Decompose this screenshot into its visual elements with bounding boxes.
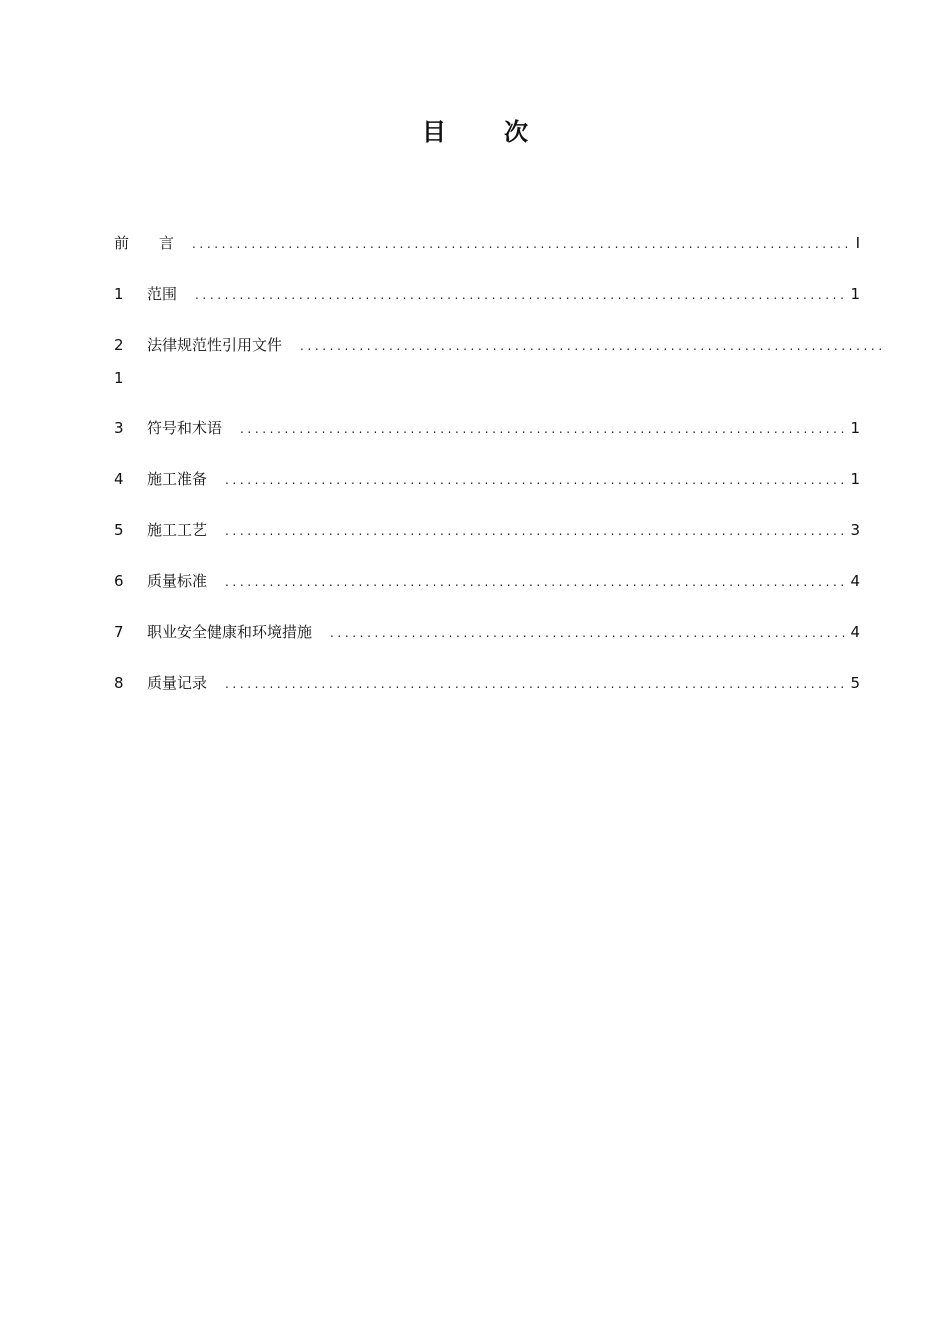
page-title [0,116,950,148]
toc-entry-6[interactable] [114,570,860,592]
toc-entry-label: 范围 [147,285,178,303]
toc-leader-dots [225,469,846,491]
toc-entry-page: 1 [850,470,860,488]
toc-entry-preface[interactable] [114,232,860,254]
toc-entry-page: 1 [850,285,860,303]
title-char-2: 次 [504,118,528,146]
toc-entry-page: 4 [850,623,860,641]
title-char-1: 目 [422,118,446,146]
toc-entry-label: 施工工艺 [147,521,208,539]
toc-entry-number: 3 [114,419,124,437]
toc-leader-dots [300,335,882,357]
toc-entry-5[interactable] [114,519,860,541]
toc-entry-page: I [855,234,860,252]
toc-leader-dots [195,284,846,306]
toc-entry-number: 8 [114,674,124,692]
toc-entry-label: 质量记录 [147,674,208,692]
toc-entry-8[interactable] [114,672,860,694]
toc-entry-label: 质量标准 [147,572,208,590]
toc-entry-7[interactable] [114,621,860,643]
toc-leader-dots [192,233,848,255]
toc-entry-label: 前 言 [114,234,175,252]
toc-entry-page: 5 [850,674,860,692]
toc-entry-label: 法律规范性引用文件 [147,336,283,354]
toc-entry-number: 4 [114,470,124,488]
toc-entry-3[interactable] [114,417,860,439]
toc-entry-number: 1 [114,285,124,303]
toc-entry-number: 2 [114,336,124,354]
toc-entry-page: 3 [850,521,860,539]
toc-entry-label: 职业安全健康和环境措施 [147,623,313,641]
toc-leader-dots [225,571,846,593]
toc-leader-dots [225,520,846,542]
toc-entry-number: 5 [114,521,124,539]
toc-entry-4[interactable] [114,468,860,490]
toc-entry-2-page: 1 [114,369,124,387]
toc-entry-1[interactable] [114,283,860,305]
toc-entry-page: 4 [850,572,860,590]
toc-entry-label: 符号和术语 [147,419,223,437]
toc-entry-number: 7 [114,623,124,641]
toc-entry-page: 1 [850,419,860,437]
toc-leader-dots [240,418,846,440]
toc-entry-number: 6 [114,572,124,590]
toc-leader-dots [225,673,846,695]
toc-entry-2[interactable] [114,334,882,356]
toc-entry-label: 施工准备 [147,470,208,488]
toc-leader-dots [330,622,846,644]
